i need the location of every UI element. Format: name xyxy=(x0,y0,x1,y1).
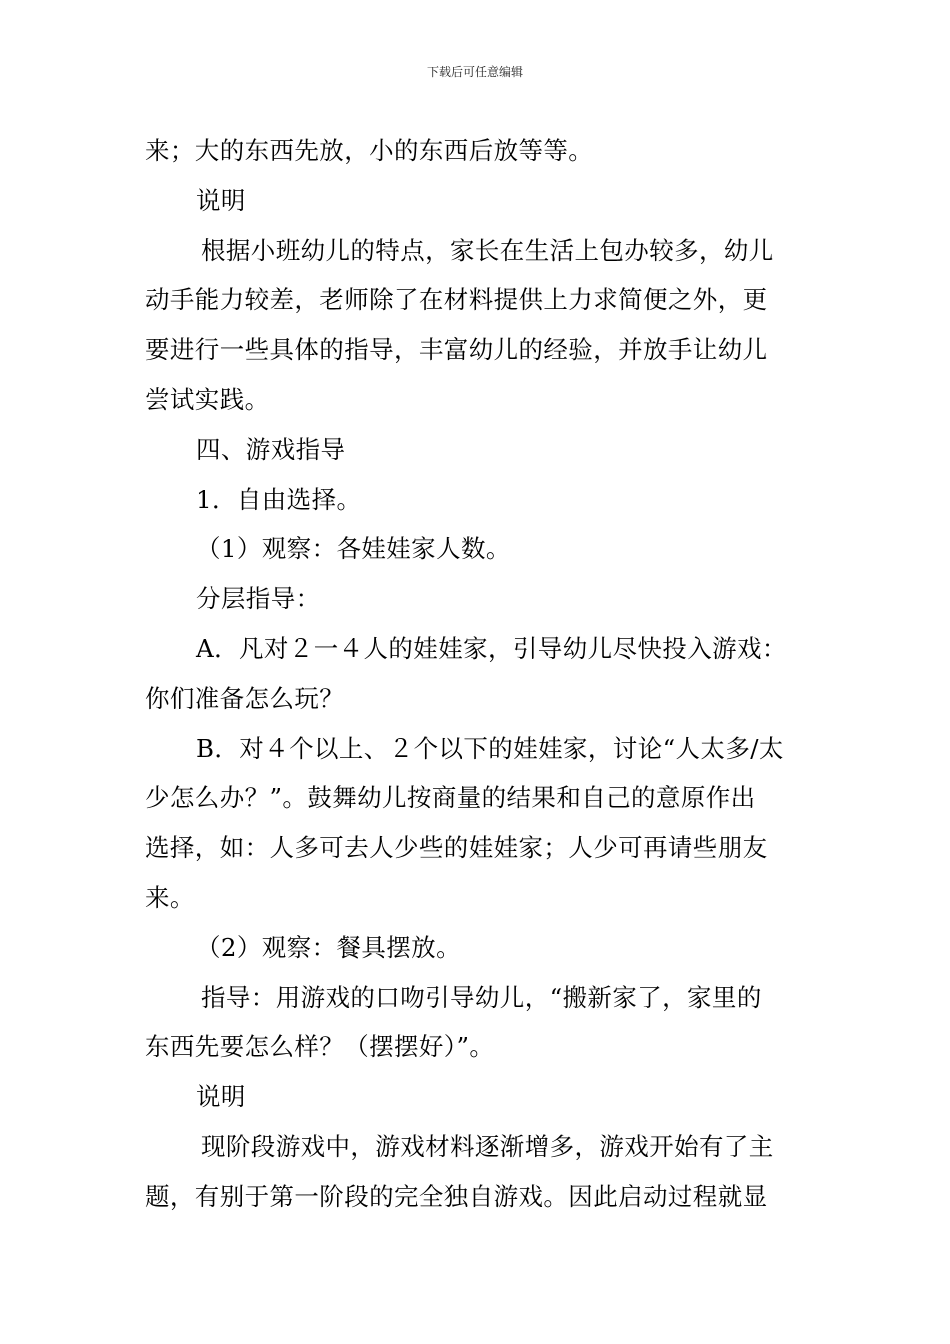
text-line: 四、游戏指导 xyxy=(196,434,346,464)
text-line: 根据小班幼儿的特点，家长在生活上包办较多，幼儿 xyxy=(201,235,774,265)
text-line: 现阶段游戏中，游戏材料逐渐增多，游戏开始有了主 xyxy=(201,1131,774,1161)
text-line: A．凡对２一４人的娃娃家，引导幼儿尽快投入游戏： xyxy=(196,633,787,663)
text-line: 动手能力较差，老师除了在材料提供上力求简便之外，更 xyxy=(145,285,768,315)
text-line: 少怎么办？”。鼓舞幼儿按商量的结果和自己的意原作出 xyxy=(145,783,756,813)
text-line: 指导：用游戏的口吻引导幼儿，“搬新家了，家里的 xyxy=(201,982,762,1012)
text-line: 来。 xyxy=(145,882,195,912)
text-line: 分层指导： xyxy=(196,584,321,614)
text-line: 你们准备怎么玩？ xyxy=(145,683,345,713)
text-line: 说明 xyxy=(196,1082,246,1112)
text-line: 题，有别于第一阶段的完全独自游戏。因此启动过程就显 xyxy=(145,1181,768,1211)
text-line: 要进行一些具体的指导，丰富幼儿的经验，并放手让幼儿 xyxy=(145,335,768,365)
text-line: 尝试实践。 xyxy=(145,384,270,414)
text-line: （2）观察：餐具摆放。 xyxy=(196,932,461,962)
text-line: 说明 xyxy=(196,185,246,215)
text-line: B．对４个以上、２个以下的娃娃家，讨论“人太多/太 xyxy=(196,733,784,763)
document-body xyxy=(145,126,810,1222)
text-line: （1）观察：各娃娃家人数。 xyxy=(196,534,511,564)
text-line: 东西先要怎么样？（摆摆好）”。 xyxy=(145,1032,495,1062)
text-line: 1．自由选择。 xyxy=(196,484,362,514)
page-header: 下载后可任意编辑 xyxy=(426,65,523,79)
text-line: 选择，如：人多可去人少些的娃娃家；人少可再请些朋友 xyxy=(145,833,768,863)
text-line: 来；大的东西先放，小的东西后放等等。 xyxy=(145,136,594,165)
